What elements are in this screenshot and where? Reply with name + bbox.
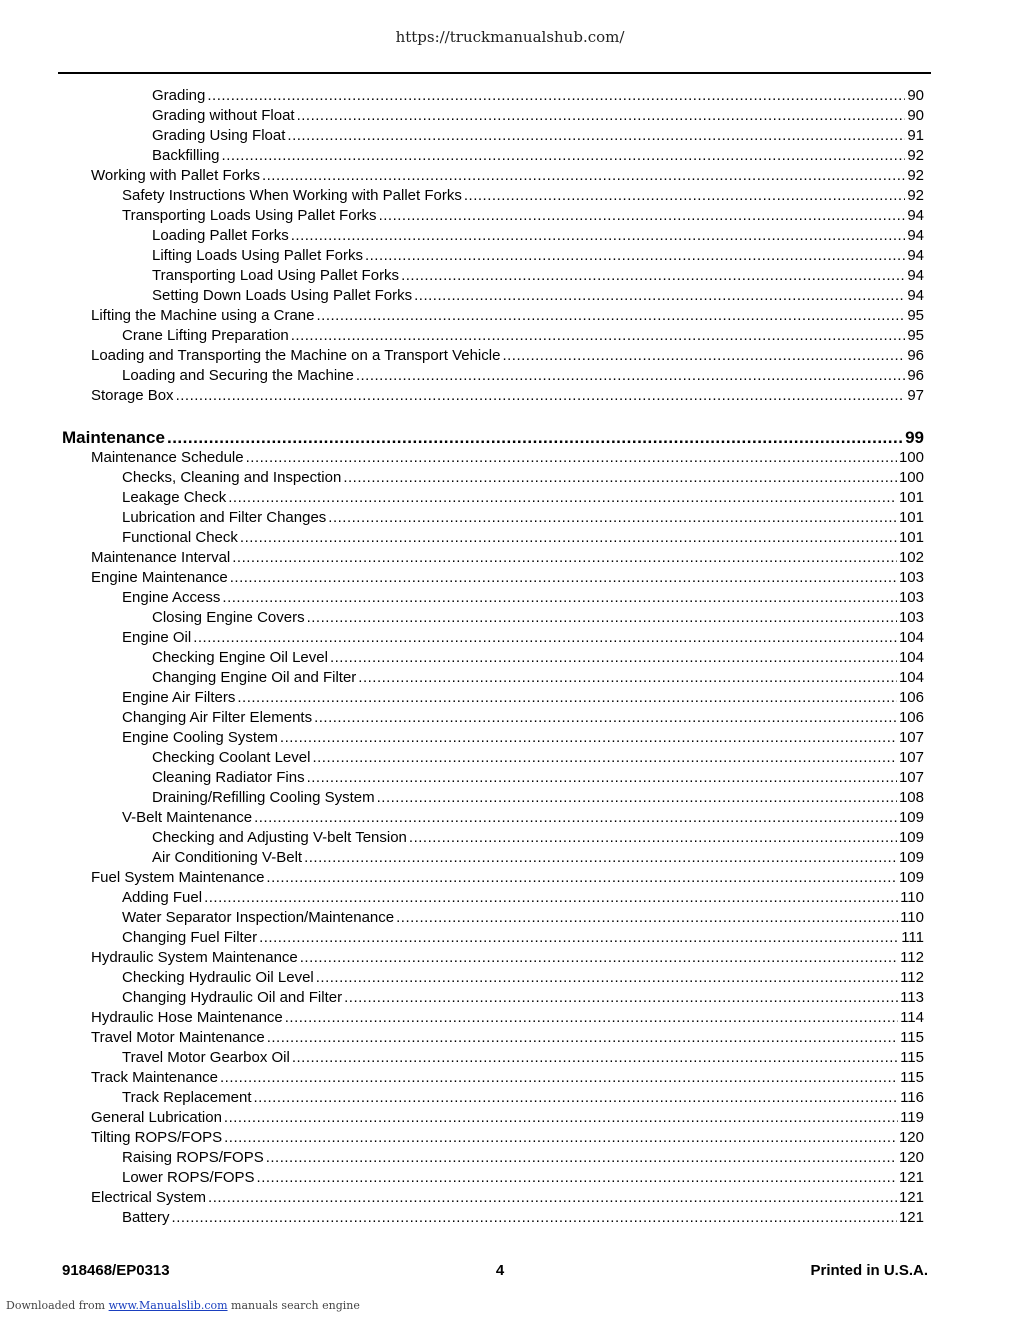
toc-entry[interactable]: [91, 346, 924, 366]
toc-dot-leader: [172, 1208, 897, 1228]
toc-dot-leader: [193, 628, 897, 648]
toc-entry-page: 106: [898, 689, 924, 706]
toc-entry[interactable]: [122, 468, 924, 488]
toc-entry[interactable]: [122, 528, 924, 548]
header-url: https://truckmanualshub.com/: [395, 28, 625, 46]
toc-entry-page: 94: [907, 227, 924, 244]
toc-entry-page: 104: [898, 649, 924, 666]
download-note-prefix: Downloaded from: [6, 1299, 109, 1312]
toc-entry[interactable]: [122, 628, 924, 648]
toc-dot-leader: [222, 588, 897, 608]
toc-entry-title: Transporting Load Using Pallet Forks: [152, 267, 400, 284]
toc-entry-page: 106: [898, 709, 924, 726]
toc-entry-title: Travel Motor Gearbox Oil: [122, 1049, 290, 1066]
toc-entry-page: 90: [907, 107, 924, 124]
toc-entry[interactable]: [122, 968, 924, 988]
toc-entry-title: General Lubrication: [91, 1109, 222, 1126]
manualslib-link[interactable]: www.Manualslib.com: [108, 1299, 228, 1312]
toc-entry[interactable]: [122, 1088, 924, 1108]
toc-dot-leader: [409, 828, 897, 848]
toc-dot-leader: [328, 508, 897, 528]
toc-entry-title: Backfilling: [152, 147, 220, 164]
toc-entry[interactable]: [122, 708, 924, 728]
toc-entry-title: Maintenance Interval: [91, 549, 231, 566]
toc-dot-leader: [358, 668, 897, 688]
footer-page-number: 4: [495, 1262, 505, 1279]
footer-document-code: 918468/EP0313: [62, 1262, 170, 1279]
toc-entry-title: Checking Coolant Level: [152, 749, 311, 766]
toc-dot-leader: [343, 468, 897, 488]
toc-entry-page: 112: [900, 949, 924, 966]
toc-entry-page: 104: [898, 629, 924, 646]
toc-dot-leader: [316, 968, 898, 988]
toc-dot-leader: [262, 166, 905, 186]
toc-entry-title: Lubrication and Filter Changes: [122, 509, 327, 526]
toc-entry[interactable]: [122, 1048, 924, 1068]
toc-entry-title: Leakage Check: [122, 489, 227, 506]
toc-entry-title: Closing Engine Covers: [152, 609, 305, 626]
footer-printed-in: Printed in U.S.A.: [810, 1262, 928, 1279]
toc-entry-title: Lifting Loads Using Pallet Forks: [152, 247, 363, 264]
download-note-suffix: manuals search engine: [227, 1299, 360, 1312]
toc-dot-leader: [222, 146, 906, 166]
toc-entry-page: 114: [900, 1009, 924, 1026]
toc-entry-title: Setting Down Loads Using Pallet Forks: [152, 287, 413, 304]
toc-entry-title: Maintenance Schedule: [91, 449, 244, 466]
toc-dot-leader: [257, 1168, 897, 1188]
toc-entry[interactable]: [122, 206, 924, 226]
toc-entry-title: Crane Lifting Preparation: [122, 327, 289, 344]
toc-dot-leader: [267, 1028, 898, 1048]
toc-section-heading[interactable]: [62, 427, 924, 449]
toc-entry-title: Track Replacement: [122, 1089, 252, 1106]
toc-entry[interactable]: [91, 868, 924, 888]
toc-entry-title: Checking and Adjusting V-belt Tension: [152, 829, 407, 846]
toc-dot-leader: [297, 106, 906, 126]
toc-entry[interactable]: [91, 166, 924, 186]
toc-entry[interactable]: [122, 1208, 924, 1228]
toc-dot-leader: [330, 648, 897, 668]
toc-entry-page: 109: [898, 869, 924, 886]
toc-entry[interactable]: [91, 1008, 924, 1028]
toc-entry-title: Changing Engine Oil and Filter: [152, 669, 357, 686]
toc-entry-title: Safety Instructions When Working with Pallet Forks: [122, 187, 462, 204]
toc-entry-page: 103: [898, 569, 924, 586]
toc-entry[interactable]: [122, 326, 924, 346]
toc-entry[interactable]: [152, 86, 924, 106]
toc-dot-leader: [254, 1088, 899, 1108]
toc-entry[interactable]: [91, 1188, 924, 1208]
toc-entry-page: 95: [907, 307, 924, 324]
toc-entry[interactable]: [122, 1148, 924, 1168]
toc-entry-page: 115: [900, 1049, 924, 1066]
toc-entry-title: Working with Pallet Forks: [91, 167, 260, 184]
toc-entry[interactable]: [122, 928, 924, 948]
toc-entry-title: Engine Cooling System: [122, 729, 278, 746]
toc-entry-page: 119: [900, 1109, 924, 1126]
toc-entry-title: Lower ROPS/FOPS: [122, 1169, 255, 1186]
toc-dot-leader: [207, 86, 905, 106]
toc-entry[interactable]: [122, 888, 924, 908]
toc-dot-leader: [259, 928, 899, 948]
toc-entry-title: Loading and Securing the Machine: [122, 367, 354, 384]
toc-dot-leader: [396, 908, 898, 928]
toc-entry-title: Engine Access: [122, 589, 221, 606]
toc-entry[interactable]: [152, 286, 924, 306]
toc-entry-title: Hydraulic Hose Maintenance: [91, 1009, 283, 1026]
toc-entry-page: 121: [898, 1209, 924, 1226]
toc-entry[interactable]: [152, 106, 924, 126]
toc-entry-title: Lifting the Machine using a Crane: [91, 307, 315, 324]
toc-dot-leader: [176, 386, 906, 406]
toc-entry-page: 95: [907, 327, 924, 344]
toc-dot-leader: [316, 306, 905, 326]
toc-dot-leader: [228, 488, 897, 508]
toc-entry[interactable]: [91, 1028, 924, 1048]
toc-dot-leader: [266, 1148, 897, 1168]
toc-dot-leader: [224, 1108, 898, 1128]
toc-entry-title: Maintenance: [62, 428, 165, 447]
toc-entry[interactable]: [122, 988, 924, 1008]
toc-entry-page: 103: [898, 609, 924, 626]
toc-dot-leader: [401, 266, 905, 286]
toc-entry-title: Battery: [122, 1209, 170, 1226]
toc-dot-leader: [414, 286, 905, 306]
toc-entry-title: Engine Oil: [122, 629, 192, 646]
toc-dot-leader: [300, 948, 898, 968]
toc-entry-page: 110: [900, 909, 924, 926]
toc-entry-page: 97: [907, 387, 924, 404]
toc-dot-leader: [208, 1188, 897, 1208]
toc-entry-title: Transporting Loads Using Pallet Forks: [122, 207, 377, 224]
toc-entry-title: Track Maintenance: [91, 1069, 219, 1086]
toc-entry[interactable]: [91, 386, 924, 406]
toc-entry-title: Changing Hydraulic Oil and Filter: [122, 989, 343, 1006]
toc-entry-title: Water Separator Inspection/Maintenance: [122, 909, 395, 926]
header-rule: [58, 72, 931, 74]
toc-dot-leader: [204, 888, 898, 908]
toc-dot-leader: [285, 1008, 898, 1028]
toc-entry-page: 115: [900, 1069, 924, 1086]
toc-entry-page: 92: [907, 167, 924, 184]
toc-entry-title: Storage Box: [91, 387, 174, 404]
toc-entry[interactable]: [122, 588, 924, 608]
toc-entry[interactable]: [122, 366, 924, 386]
toc-entry[interactable]: [152, 648, 924, 668]
toc-entry-title: Functional Check: [122, 529, 238, 546]
toc-entry[interactable]: [152, 226, 924, 246]
toc-entry-page: 112: [900, 969, 924, 986]
toc-entry[interactable]: [152, 768, 924, 788]
toc-entry-title: Fuel System Maintenance: [91, 869, 265, 886]
toc-entry[interactable]: [122, 1168, 924, 1188]
toc-entry-title: Engine Maintenance: [91, 569, 228, 586]
toc-entry-page: 120: [898, 1149, 924, 1166]
toc-entry-title: Engine Air Filters: [122, 689, 236, 706]
toc-entry-page: 101: [898, 489, 924, 506]
download-note: [6, 1299, 360, 1312]
toc-dot-leader: [232, 548, 897, 568]
toc-entry[interactable]: [91, 568, 924, 588]
toc-entry-title: V-Belt Maintenance: [122, 809, 253, 826]
toc-entry-title: Grading: [152, 87, 206, 104]
toc-entry[interactable]: [91, 1128, 924, 1148]
toc-dot-leader: [280, 728, 897, 748]
toc-dot-leader: [356, 366, 905, 386]
toc-dot-leader: [304, 848, 897, 868]
toc-entry-title: Grading Using Float: [152, 127, 286, 144]
toc-entry[interactable]: [91, 448, 924, 468]
toc-entry-page: 94: [907, 247, 924, 264]
toc-entry-page: 107: [898, 729, 924, 746]
toc-entry-page: 109: [898, 849, 924, 866]
toc-entry-page: 100: [898, 449, 924, 466]
toc-dot-leader: [246, 448, 897, 468]
toc-entry[interactable]: [152, 848, 924, 868]
toc-dot-leader: [291, 326, 906, 346]
toc-entry-title: Loading Pallet Forks: [152, 227, 289, 244]
toc-entry[interactable]: [152, 266, 924, 286]
toc-entry-title: Cleaning Radiator Fins: [152, 769, 305, 786]
toc-entry-page: 107: [898, 769, 924, 786]
toc-entry[interactable]: [122, 728, 924, 748]
toc-dot-leader: [502, 346, 905, 366]
toc-entry-title: Hydraulic System Maintenance: [91, 949, 298, 966]
toc-entry-page: 96: [907, 347, 924, 364]
toc-entry-page: 94: [907, 287, 924, 304]
toc-entry-title: Travel Motor Maintenance: [91, 1029, 265, 1046]
toc-dot-leader: [344, 988, 898, 1008]
toc-entry-title: Electrical System: [91, 1189, 207, 1206]
toc-entry-page: 109: [898, 809, 924, 826]
toc-entry-page: 100: [898, 469, 924, 486]
toc-entry[interactable]: [122, 186, 924, 206]
toc-dot-leader: [240, 528, 897, 548]
toc-entry-page: 107: [898, 749, 924, 766]
toc-entry[interactable]: [152, 668, 924, 688]
toc-entry-page: 103: [898, 589, 924, 606]
toc-entry-title: Checking Engine Oil Level: [152, 649, 328, 666]
toc-entry-title: Changing Fuel Filter: [122, 929, 258, 946]
toc-entry-page: 109: [898, 829, 924, 846]
toc-dot-leader: [291, 226, 906, 246]
toc-entry[interactable]: [152, 748, 924, 768]
toc-dot-leader: [365, 246, 905, 266]
toc-entry-title: Checking Hydraulic Oil Level: [122, 969, 314, 986]
toc-entry-page: 115: [900, 1029, 924, 1046]
toc-entry-page: 116: [900, 1089, 924, 1106]
toc-entry[interactable]: [91, 1068, 924, 1088]
toc-dot-leader: [314, 708, 897, 728]
toc-entry[interactable]: [152, 126, 924, 146]
toc-entry-page: 121: [898, 1189, 924, 1206]
toc-entry-title: Draining/Refilling Cooling System: [152, 789, 375, 806]
toc-dot-leader: [167, 427, 903, 449]
toc-dot-leader: [230, 568, 897, 588]
toc-entry[interactable]: [152, 246, 924, 266]
toc-entry[interactable]: [122, 908, 924, 928]
toc-entry-page: 91: [907, 127, 924, 144]
toc-entry[interactable]: [91, 548, 924, 568]
toc-dot-leader: [464, 186, 905, 206]
toc-entry-title: Raising ROPS/FOPS: [122, 1149, 264, 1166]
toc-dot-leader: [307, 608, 897, 628]
toc-dot-leader: [237, 688, 897, 708]
toc-entry-page: 120: [898, 1129, 924, 1146]
toc-entry-page: 92: [907, 187, 924, 204]
toc-entry-page: 104: [898, 669, 924, 686]
toc-entry-page: 99: [905, 428, 924, 447]
toc-entry-title: Grading without Float: [152, 107, 295, 124]
toc-entry-title: Adding Fuel: [122, 889, 203, 906]
toc-dot-leader: [287, 126, 905, 146]
toc-entry-page: 110: [900, 889, 924, 906]
toc-entry-page: 96: [907, 367, 924, 384]
toc-entry[interactable]: [152, 608, 924, 628]
toc-dot-leader: [377, 788, 897, 808]
toc-entry[interactable]: [91, 948, 924, 968]
toc-entry-page: 90: [907, 87, 924, 104]
toc-dot-leader: [224, 1128, 897, 1148]
toc-entry[interactable]: [91, 306, 924, 326]
toc-entry-page: 101: [898, 509, 924, 526]
toc-entry[interactable]: [122, 688, 924, 708]
toc-entry-page: 94: [907, 267, 924, 284]
toc-dot-leader: [220, 1068, 898, 1088]
toc-entry-page: 111: [901, 929, 924, 946]
toc-entry-page: 121: [898, 1169, 924, 1186]
toc-entry[interactable]: [91, 1108, 924, 1128]
toc-entry-title: Tilting ROPS/FOPS: [91, 1129, 223, 1146]
toc-dot-leader: [266, 868, 897, 888]
toc-entry-title: Air Conditioning V-Belt: [152, 849, 303, 866]
toc-entry-page: 113: [900, 989, 924, 1006]
toc-entry[interactable]: [122, 808, 924, 828]
toc-entry-page: 101: [898, 529, 924, 546]
toc-entry-page: 108: [898, 789, 924, 806]
toc-entry-page: 102: [898, 549, 924, 566]
toc-entry-page: 94: [907, 207, 924, 224]
toc-dot-leader: [254, 808, 897, 828]
toc-dot-leader: [312, 748, 897, 768]
toc-dot-leader: [307, 768, 897, 788]
toc-entry-title: Checks, Cleaning and Inspection: [122, 469, 342, 486]
toc-entry-title: Loading and Transporting the Machine on a Transport Vehicle: [91, 347, 501, 364]
toc-entry[interactable]: [152, 788, 924, 808]
toc-entry-title: Changing Air Filter Elements: [122, 709, 313, 726]
toc-entry[interactable]: [152, 146, 924, 166]
toc-entry[interactable]: [122, 488, 924, 508]
toc-entry-page: 92: [907, 147, 924, 164]
toc-dot-leader: [292, 1048, 898, 1068]
toc-entry[interactable]: [152, 828, 924, 848]
toc-dot-leader: [379, 206, 906, 226]
toc-entry[interactable]: [122, 508, 924, 528]
